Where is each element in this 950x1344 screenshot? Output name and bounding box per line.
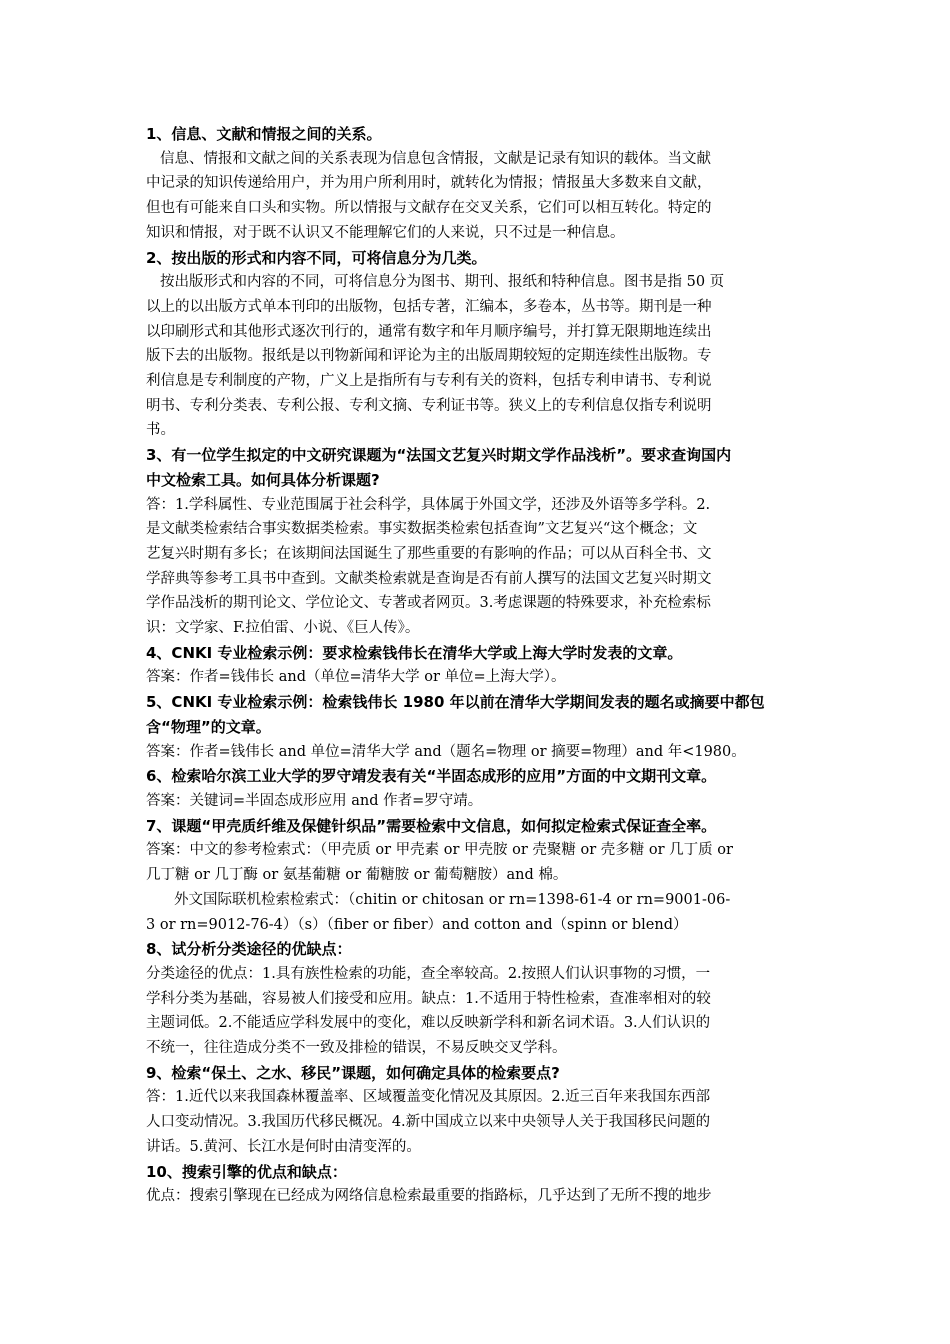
answer-8-line: 不统一，往往造成分类不一致及排检的错误，不易反映交叉学科。: [146, 1040, 567, 1057]
answer-1-line: 信息、情报和文献之间的关系表现为信息包含情报，文献是记录有知识的载体。当文献: [160, 150, 711, 167]
answer-6-line: 答案：关键词=半固态成形应用 and 作者=罗守靖。: [146, 792, 483, 809]
answer-9-line: 答：1.近代以来我国森林覆盖率、区域覆盖变化情况及其原因。2.近三百年来我国东西部: [146, 1089, 711, 1106]
answer-2-line: 以印刷形式和其他形式逐次刊行的，通常有数字和年月顺序编号，并打算无限期地连续出: [146, 323, 712, 340]
answer-3-line: 是文献类检索结合事实数据类检索。事实数据类检索包括查询”文艺复兴“这个概念；文: [146, 521, 698, 538]
answer-7-line: 几丁糖 or 几丁酶 or 氨基葡糖 or 葡糖胺 or 葡萄糖胺）and 棉。: [146, 867, 568, 884]
answer-3-line: 学作品浅析的期刊论文、学位论文、专著或者网页。3.考虑课题的特殊要求，补充检索标: [146, 595, 711, 612]
question-6-title: 6、检索哈尔滨工业大学的罗守靖发表有关“半固态成形的应用”方面的中文期刊文章。: [146, 767, 717, 786]
question-2-title: 2、按出版的形式和内容不同，可将信息分为几类。: [146, 248, 487, 267]
question-9-title: 9、检索“保土、之水、移民”课题，如何确定具体的检索要点?: [146, 1063, 560, 1082]
question-3-title: 中文检索工具。如何具体分析课题?: [146, 470, 380, 489]
answer-3-line: 识：文学家、F.拉伯雷、小说、《巨人传》。: [146, 620, 420, 637]
answer-3-line: 学辞典等参考工具书中查到。文献类检索就是查询是否有前人撰写的法国文艺复兴时期文: [146, 570, 712, 587]
answer-7-foreign-query: 外文国际联机检索检索式：（chitin or chitosan or rn=1398-61-4 or rn=9001-06-: [174, 891, 731, 908]
answer-7-line: 答案：中文的参考检索式：（甲壳质 or 甲壳素 or 甲壳胺 or 壳聚糖 or 壳多糖 or 几丁质 or: [146, 842, 733, 859]
question-7-title: 7、课题“甲壳质纤维及保健针织品”需要检索中文信息，如何拟定检索式保证查全率。: [146, 816, 717, 835]
answer-2-line: 以上的以出版方式单本刊印的出版物，包括专著，汇编本，多卷本，丛书等。期刊是一种: [146, 298, 712, 315]
answer-9-line: 人口变动情况。3.我国历代移民概况。4.新中国成立以来中央领导人关于我国移民问题的: [146, 1114, 711, 1131]
document-body: [146, 122, 806, 1209]
question-1-title: 1、信息、文献和情报之间的关系。: [146, 125, 382, 143]
question-10-title: 10、搜索引擎的优点和缺点：: [146, 1162, 347, 1181]
answer-2-line: 利信息是专利制度的产物，广义上是指所有与专利有关的资料，包括专利申请书、专利说: [146, 373, 712, 390]
answer-8-line: 主题词低。2.不能适应学科发展中的变化，难以反映新学科和新名词术语。3.人们认识的: [146, 1015, 711, 1032]
answer-2-line: 明书、专利分类表、专利公报、专利文摘、专利证书等。狭义上的专利信息仅指专利说明: [146, 397, 712, 414]
answer-1-line: 但也有可能来自口头和实物。所以情报与文献存在交叉关系，它们可以相互转化。特定的: [146, 200, 712, 217]
question-3-title: 3、有一位学生拟定的中文研究课题为“法国文艺复兴时期文学作品浅析”。要求查询国内: [146, 446, 732, 465]
question-5-title: 5、CNKI 专业检索示例：检索钱伟长 1980 年以前在清华大学期间发表的题名或摘要中都包: [146, 693, 765, 712]
answer-2-line: 按出版形式和内容的不同，可将信息分为图书、期刊、报纸和特种信息。图书是指 50 页: [160, 274, 725, 291]
question-8-title: 8、试分析分类途径的优缺点：: [146, 940, 352, 959]
question-4-title: 4、CNKI 专业检索示例：要求检索钱伟长在清华大学或上海大学时发表的文章。: [146, 643, 683, 662]
answer-10-line: 优点：搜索引擎现在已经成为网络信息检索最重要的指路标，几乎达到了无所不搜的地步: [146, 1188, 712, 1205]
answer-3-line: 答：1.学科属性、专业范围属于社会科学，具体属于外国文学，还涉及外语等多学科。2.: [146, 496, 711, 513]
answer-8-line: 学科分类为基础，容易被人们接受和应用。缺点：1.不适用于特性检索，查准率相对的较: [146, 990, 711, 1007]
answer-7-line: 3 or rn=9012-76-4）（s）（fiber or fiber）and cotton and（spinn or blend）: [146, 916, 688, 933]
answer-1-line: 中记录的知识传递给用户，并为用户所利用时，就转化为情报；情报虽大多数来自文献，: [146, 175, 712, 192]
answer-9-line: 讲话。5.黄河、长江水是何时由清变浑的。: [146, 1138, 421, 1155]
answer-2-line: 版下去的出版物。报纸是以刊物新闻和评论为主的出版周期较短的定期连续性出版物。专: [146, 348, 712, 365]
answer-8-line: 分类途径的优点：1.具有族性检索的功能，查全率较高。2.按照人们认识事物的习惯，一: [146, 965, 711, 982]
answer-1-line: 知识和情报，对于既不认识又不能理解它们的人来说，只不过是一种信息。: [146, 224, 625, 241]
answer-5-line: 答案：作者=钱伟长 and 单位=清华大学 and（题名=物理 or 摘要=物理）and 年<1980。: [146, 743, 746, 760]
answer-3-line: 艺复兴时期有多长；在该期间法国诞生了那些重要的有影响的作品；可以从百科全书、文: [146, 545, 712, 562]
answer-4-line: 答案：作者=钱伟长 and（单位=清华大学 or 单位=上海大学）。: [146, 669, 566, 686]
answer-2-line: 书。: [146, 422, 175, 439]
question-5-title: 含“物理”的文章。: [146, 717, 271, 736]
